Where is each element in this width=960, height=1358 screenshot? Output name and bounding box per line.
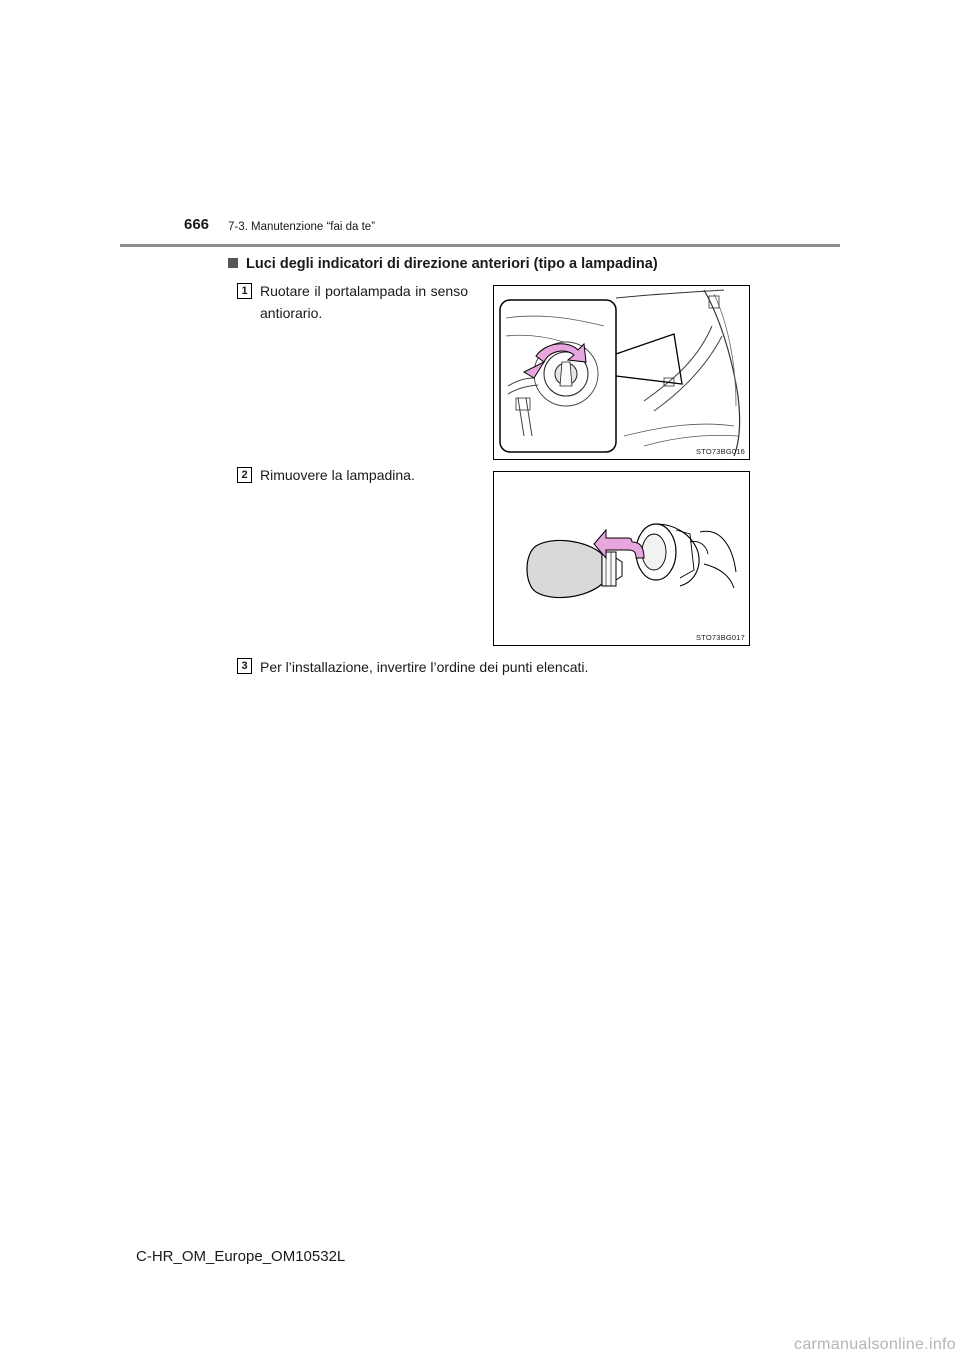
step-2-badge: 2	[237, 467, 252, 483]
header-rule	[120, 244, 840, 247]
step-3-text: Per l’installazione, invertire l’ordine dei punti elencati.	[260, 659, 589, 675]
step-1-badge: 1	[237, 283, 252, 299]
figure-step-2	[493, 471, 750, 646]
step-2-text: Rimuovere la lampadina.	[260, 467, 415, 483]
watermark: carmanualsonline.info	[794, 1336, 956, 1353]
subheading	[228, 256, 658, 272]
bulb-holder-illustration	[494, 286, 751, 461]
bulb-removal-illustration	[494, 472, 751, 647]
section-title: 7-3. Manutenzione “fai da te”	[228, 221, 376, 233]
step-3-badge: 3	[237, 658, 252, 674]
figure-code: STO73BG017	[696, 633, 745, 642]
subheading-text: Luci degli indicatori di direzione anteriori (tipo a lampadina)	[246, 256, 658, 272]
step-1-text: Ruotare il portalampada in senso antiorario.	[260, 283, 468, 321]
figure-step-1	[493, 285, 750, 460]
page-number: 666	[184, 216, 210, 233]
document-code: C-HR_OM_Europe_OM10532L	[136, 1248, 346, 1265]
square-bullet-icon	[228, 258, 238, 268]
figure-code: STO73BG016	[696, 447, 745, 456]
